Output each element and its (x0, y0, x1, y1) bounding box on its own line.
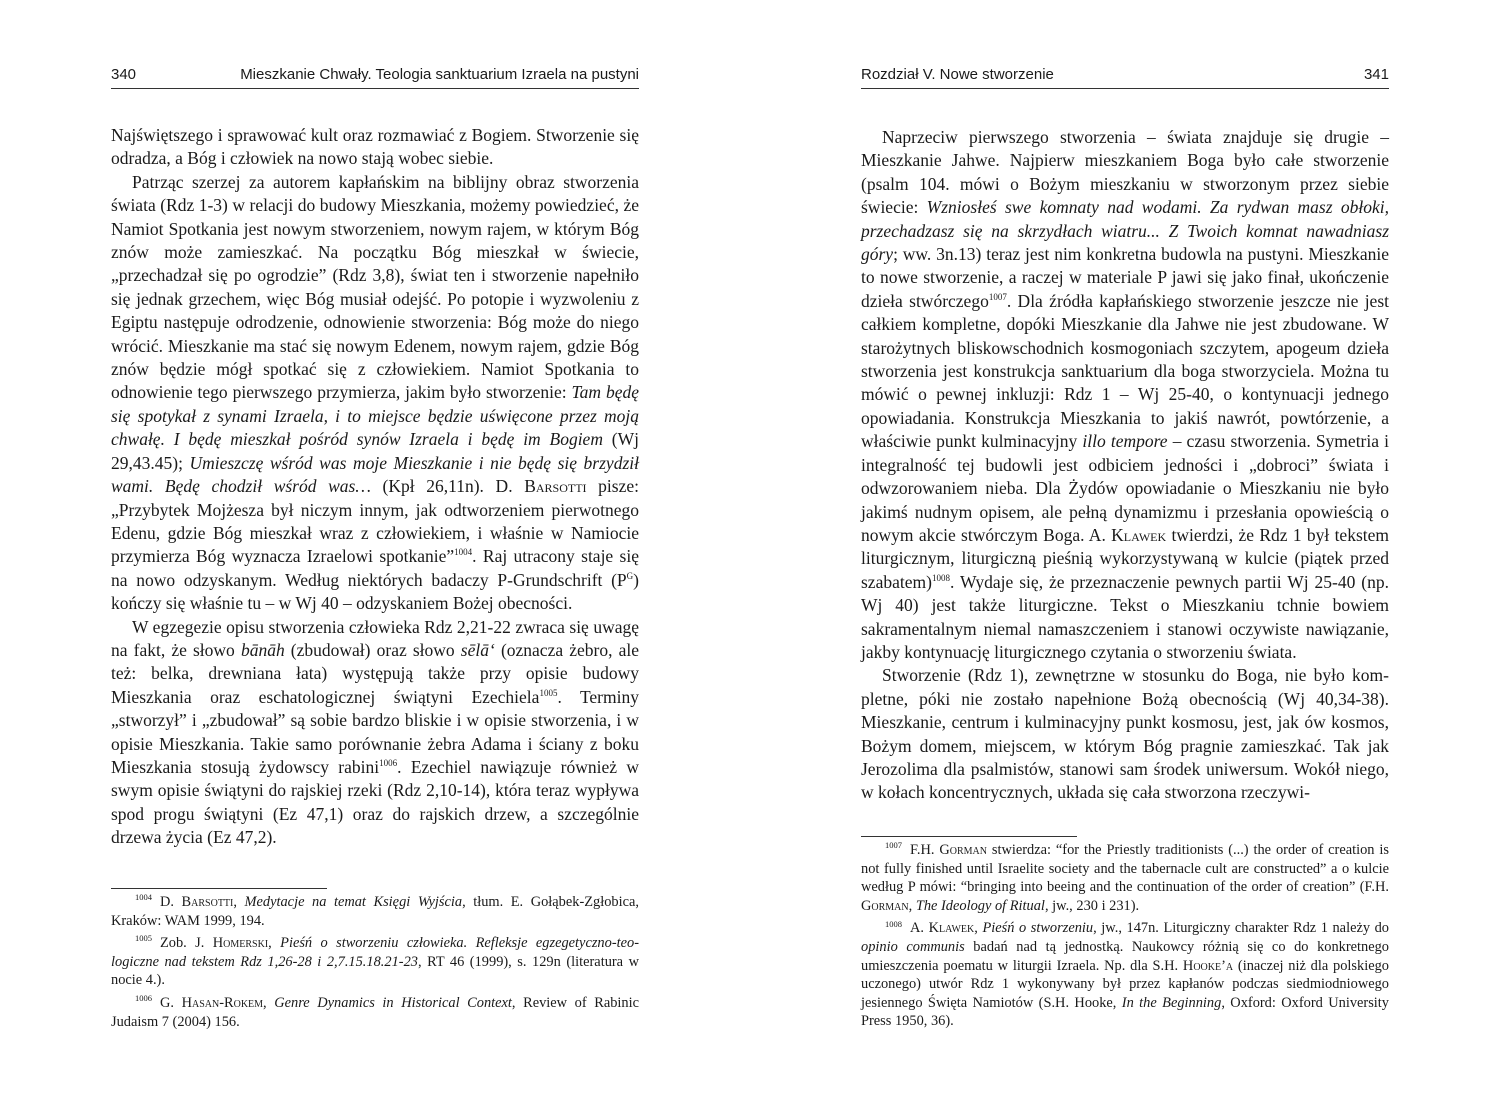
running-title: Rozdział V. Nowe stworzenie (861, 66, 1054, 83)
author-name: Hasan-Rokem (181, 994, 264, 1011)
text-run: , Review of Rabinic Judaism 7 (2004) 156. (111, 994, 640, 1030)
text-run: , RT 46 (1999), s. 129n (literatura w nocie 4.). (111, 953, 639, 989)
text-run: ; ww. 3n.13) teraz jest nim konkretna budowla na pustyni. Mieszkanie to nowe stworzenie, a raczej w materiale P jawi się jako finał, ukończenie dzieła stwórczego (861, 244, 1389, 311)
text-run: , tłum. E. Gołąbek-Zgłobica, Kraków: WAM 1999, 194. (111, 894, 639, 929)
footnote (111, 934, 639, 990)
footnote-number: 1007 (885, 840, 902, 851)
text-run: , (974, 920, 983, 937)
text-run: Zob. J. (160, 935, 213, 952)
text-run: (oznacza żebro, ale też: belka, drewniana łata) występują także przy opisie budowy Mieszkania oraz eschatologicznej świątyni Ezechiela (111, 639, 639, 707)
footnote-reference: 1006 (379, 758, 398, 769)
text-run: W egzegezie opisu stworzenia człowieka Rdz 2,21-22 zwraca się uwagę na fakt, że słowo (111, 616, 639, 660)
page-number: 341 (1363, 66, 1389, 83)
text-run: . Terminy „stworzył” i „zbudował” są sobie bardzo bliskie i w opisie stworzenia, i w opisie Mieszkania. Takie samo porównanie żebra Adama i ściany z boku Mieszkania stosują żydowscy rabini (111, 686, 639, 777)
text-run: , Oxford: Oxford University Press 1950, 36). (861, 994, 1389, 1030)
footnotes (861, 836, 1389, 1035)
text-run: ) kończy się właśnie tu – w Wj 40 – odzyskaniem Bożej obecności. (111, 569, 639, 614)
text-run: . Raj utracony staje się na nowo odzyskanym. Według niektórych badaczy P-Grundschrift (P (111, 546, 639, 590)
footnote-text (861, 842, 1389, 914)
italic-text: Wzniosłeś swe komnaty nad wodami. Za rydwan masz obłoki, przechadzasz się na skrzydłach wiatru... Z Twoich komnat nawadniasz góry (861, 197, 1389, 265)
text-run: G. (160, 994, 182, 1011)
author-name: Klawek (1111, 524, 1167, 545)
footnote-reference: 1008 (931, 572, 950, 583)
footnote (111, 994, 639, 1031)
text-run: twierdzi, że Rdz 1 był tekstem liturgicznym, liturgiczną pieśnią wykorzystywaną w kulcie (piątek przed szabatem) (861, 524, 1390, 592)
text-run: , (263, 994, 275, 1011)
paragraph (111, 124, 639, 171)
text-run: (Kpł 26,11n). D. (370, 476, 525, 497)
footnote-rule (111, 888, 327, 889)
running-title: Mieszkanie Chwały. Teologia sanktuarium Izraela na pustyni (240, 66, 639, 83)
footnote-number: 1004 (135, 892, 152, 903)
paragraph (111, 616, 639, 850)
footnote-number: 1006 (135, 993, 152, 1004)
footnotes (111, 888, 639, 1035)
footnote-rule (861, 836, 1077, 837)
paragraph (861, 126, 1389, 664)
text-run: Najświętszego i sprawować kult oraz rozmawiać z Bogiem. Stworzenie się odradza, a Bóg i człowiek na nowo stają wobec siebie. (111, 125, 639, 169)
footnote (111, 893, 639, 930)
footnote-reference: 1004 (454, 547, 473, 558)
italic-text: illo tempore (1082, 431, 1168, 452)
text-run: , jw., 147n. Liturgiczny charakter Rdz 1 należy do (1093, 920, 1389, 937)
author-name: Barsotti (524, 476, 587, 497)
footnote-text (861, 920, 1389, 1029)
footnote-reference: 1005 (539, 687, 558, 698)
text-run: , (233, 894, 245, 910)
left-page (111, 0, 639, 1115)
text-run: Stworzenie (Rdz 1), zewnętrzne w stosunku do Boga, nie było kompletne, póki nie zostało napełnione Bożą obecnością (Wj 40,34-38). Mieszkanie, centrum i kulminacyjny punkt kosmosu, jest, jak ów kosmos, Bożym domem, miejscem, w którym Bóg pragnie zamieszkać. Tak jak Jerozolima dla psalmistów, stanowi sam środek uniwersum. Wokół niego, w kołach koncentrycznych, układa się cała stworzona rzeczywi- (861, 665, 1389, 803)
running-head (861, 64, 1389, 89)
footnote-text (111, 894, 639, 929)
text-run: (Wj 29,43.45); (111, 429, 639, 473)
text-run: (inaczej niż dla polskiego uczonego) utwór Rdz 1 wykonywany był przez kapłanów podczas siedmiodniowego jesiennego Święta Namiotów (S.H. Hooke, (861, 957, 1389, 1011)
footnote-text (111, 935, 639, 988)
text-run: , jw., 230 i 231). (1044, 897, 1140, 914)
text-run: . Ezechiel nawiązuje również w swym opisie świątyni do rajskiej rzeki (Rdz 2,10-14), która teraz wypływa spod progu świątyni (Ez 47,1) oraz do rajskich drzew, a szczególnie drzewa życia (Ez 47,2). (111, 756, 640, 848)
text-run: . Dla źródła kapłańskiego stworzenie jeszcze nie jest całkiem kompletne, dopóki Mieszkanie dla Jahwe nie jest zbudowane. W starożytnych bliskowschodnich kosmogoniach szczytem, apogeum dzieła stworzenia jest konstrukcja sanktuarium dla boga stworzyciela. Można tu mówić o pewnej inkluzji: Rdz 1 – Wj 25-40, o kontynuacji jednego opowiadania. Konstrukcja Mieszkania to jakiś nawrót, powtórzenie, a właściwie punkt kulminacyjny (861, 290, 1389, 452)
footnote (861, 919, 1389, 1031)
author-name: Hooke’a (1182, 957, 1234, 974)
text-run: . Wydaje się, że przeznaczenie pewnych partii Wj 25-40 (np. Wj 40) jest także liturgiczne. Tekst o Mieszkaniu tchnie bowiem sakramentalnym niemal namaszczeniem i stanowi oczywiste nawiązanie, jakby kontynuację liturgicznego czytania o stworzeniu świata. (861, 571, 1389, 662)
author-name: Barsotti (181, 894, 234, 910)
text-run: Patrząc szerzej za autorem kapłańskim na biblijny obraz stworzenia świata (Rdz 1-3) w relacji do budowy Mieszkania, możemy powiedzieć, że Namiot Spotkania jest nowym stworzeniem, nowym rajem, w którym Bóg znów może zamieszkać. Na początku Bóg mieszkał w świecie, „przechadzał się po ogrodzie” (Rdz 3,8), świat ten i stworzenie napełniło się jednak grzechem, więc Bóg musiał odejść. Po potopie i wyzwoleniu z Egiptu następuje odrodzenie, odnowienie stworzenia: Bóg może do niego wrócić. Mieszkanie ma stać się nowym Edenem, nowym rajem, gdzie Bóg znów będzie mógł spotkać się z człowiekiem. Namiot Spotkania to odnowienie tego pierwszego przymierza, jakim było stworzenie: (111, 171, 639, 403)
text-run: Naprzeciw pierwszego stworzenia – świata znajduje się drugie – Mieszkanie Jahwe. Najpierw mieszkaniem Boga było całe stworzenie (psalm 104. mówi o Bożym mieszkaniu w stworzonym przez siebie świecie: (861, 127, 1389, 218)
italic-text: In the Beginning (1121, 994, 1222, 1011)
text-run: F.H. (910, 842, 940, 858)
text-run: badań nad tą jednostką. Naukowcy różnią się co do konkretnego umieszczenia poematu w liturgii Izraela. Np. dla S.H. (861, 938, 1389, 974)
text-run: , (908, 897, 916, 914)
text-run: (zbudował) oraz słowo (284, 639, 461, 660)
footnote-reference: 1007 (988, 292, 1007, 303)
paragraph (111, 171, 639, 616)
italic-text: The Ideology of Ritual (915, 897, 1045, 914)
page-number: 340 (111, 66, 137, 83)
text-run: stwierdza: “for the Priestly traditionists (...) the order of creation is not fully finished until Israelite society and the tabernacle cult are constructed” a o kulcie według P mówi: “bringing into beeing and the continuation of the order of creation” (F.H. (861, 842, 1389, 896)
footnote (861, 841, 1389, 915)
footnote-number: 1005 (135, 933, 152, 944)
author-name: Gorman (939, 842, 987, 858)
author-name: Gorman (861, 897, 909, 914)
italic-text: Medytacje na temat Księgi Wyjścia (244, 894, 463, 910)
italic-text: Genre Dynamics in Historical Context (274, 994, 512, 1011)
paragraph (861, 664, 1389, 804)
italic-text: Tam będę się spotykał z synami Izraela, i to miejsce będzie uświęcone przez moją chwałę. I będę mieszkał pośród synów Izraela i będę im Bogiem (111, 382, 639, 450)
text-run: – czasu stworzenia. Symetria i integralność tej budowli jest odbiciem jedności i „dobroci” świata i odwzorowaniem nieba. Dla Żydów opowiadanie o Mieszkaniu nie było jakimś nudnym opisem, ale pełną dynamizmu i przesłania opowieścią o nowym akcie stwórczym Boga. A. (861, 431, 1389, 545)
italic-text: Pieśń o stworzeniu człowieka. Refleksje egzegetyczno-teologiczne nad tekstem Rdz 1,26-28 i 2,7.15.18.21-23 (111, 935, 639, 970)
italic-text: opinio communis (861, 938, 965, 955)
text-run: , (268, 935, 281, 952)
footnote-text (111, 995, 639, 1030)
italic-text: bānāh (240, 639, 285, 660)
running-head (111, 64, 639, 89)
italic-text: Pieśń o stworzeniu (982, 920, 1094, 937)
text-run: A. (910, 920, 929, 937)
text-run: D. (160, 894, 182, 910)
body-text (861, 126, 1389, 805)
author-name: Homerski (212, 935, 269, 952)
text-run: pisze: „Przybytek Mojżesza był niczym innym, jak odtworzeniem pierwotnego Edenu, gdzie Bóg mieszkał wraz z człowiekiem, i właśnie w Namiocie przymierza Bóg wyznacza Izraelowi spotkanie” (111, 476, 639, 567)
body-text (111, 124, 639, 850)
footnote-reference: G (626, 570, 634, 581)
italic-text: Umieszczę wśród was moje Mieszkanie i nie będę się brzydził wami. Będę chodził wśród was… (111, 452, 639, 497)
footnote-number: 1008 (885, 918, 902, 929)
italic-text: sēlā‘ (460, 639, 495, 660)
right-page (861, 0, 1389, 1115)
author-name: Klawek (928, 920, 975, 937)
